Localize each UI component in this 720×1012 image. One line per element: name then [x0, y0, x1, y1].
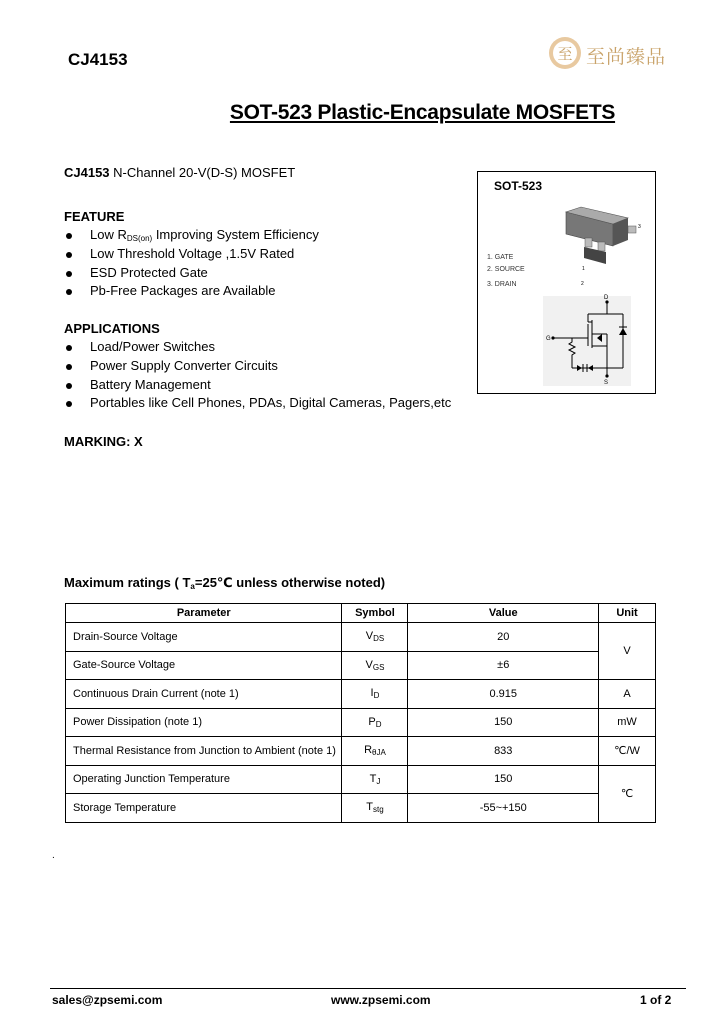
marking-code: MARKING: X: [64, 434, 143, 449]
subtitle-description: N-Channel 20-V(D-S) MOSFET: [113, 165, 296, 180]
package-diagram-box: [477, 171, 656, 394]
pin-num-1: 1: [582, 266, 585, 272]
list-item: Portables like Cell Phones, PDAs, Digital Cameras, Pagers,etc: [64, 394, 451, 413]
footer-page-number: 1 of 2: [640, 993, 672, 1007]
list-item: ESD Protected Gate: [64, 264, 319, 283]
unit-cell: ℃/W: [599, 737, 656, 766]
col-header-parameter: Parameter: [66, 604, 342, 623]
part-number: CJ4153: [68, 50, 128, 69]
table-row: Gate-Source Voltage $V_{GS}$ ±6: [66, 651, 656, 680]
logo-text: 至尚臻品: [586, 46, 667, 68]
unit-cell: mW: [599, 708, 656, 737]
company-logo: [548, 36, 688, 72]
max-ratings-title: Maximum ratings ( $T_a=25℃$ unless otherwise noted): [64, 575, 386, 591]
list-item: Load/Power Switches: [64, 338, 451, 357]
footer-divider: [50, 988, 686, 989]
max-ratings-table: [65, 603, 656, 823]
pin-label-2: 2. SOURCE: [487, 266, 525, 273]
footer-website[interactable]: www.zpsemi.com: [331, 993, 431, 1007]
logo-mark-icon: [548, 36, 582, 70]
stray-mark: .: [52, 850, 55, 861]
page-title: SOT-523 Plastic-Encapsulate MOSFETS: [229, 101, 616, 124]
unit-cell: ℃: [599, 765, 656, 822]
col-header-value: Value: [408, 604, 599, 623]
feature-list: [64, 226, 319, 301]
applications-list: [64, 338, 451, 413]
terminal-g: G: [546, 336, 551, 342]
table-row: Power Dissipation (note 1) $P_D$ 150 mW: [66, 708, 656, 737]
pin-label-1: 1. GATE: [487, 254, 514, 261]
table-row: Storage Temperature $T_{stg}$ -55~+150: [66, 794, 656, 823]
subtitle-part: CJ4153: [64, 165, 110, 180]
footer-email[interactable]: sales@zpsemi.com: [52, 993, 163, 1007]
unit-cell: V: [599, 623, 656, 680]
terminal-d: D: [604, 295, 609, 301]
col-header-unit: Unit: [599, 604, 656, 623]
unit-cell: A: [599, 680, 656, 709]
applications-heading: APPLICATIONS: [64, 321, 160, 336]
table-row: Drain-Source Voltage $V_{DS}$ 20 V: [66, 623, 656, 652]
terminal-s: S: [604, 380, 609, 386]
device-subtitle: [64, 165, 295, 180]
list-item: Low Threshold Voltage ,1.5V Rated: [64, 245, 319, 264]
pin-label-3: 3. DRAIN: [487, 281, 517, 288]
pin-num-2: 2: [581, 281, 584, 287]
feature-heading: FEATURE: [64, 209, 125, 224]
list-item: Pb-Free Packages are Available: [64, 282, 319, 301]
list-item: Battery Management: [64, 376, 451, 395]
package-label: SOT-523: [494, 179, 543, 193]
package-diagram: [478, 172, 657, 395]
svg-text:至: 至: [557, 45, 573, 63]
table-row: Continuous Drain Current (note 1) $I_D$ 0.915 A: [66, 680, 656, 709]
table-row: Operating Junction Temperature $T_J$ 150 ℃: [66, 765, 656, 794]
table-header-row: [66, 604, 656, 623]
list-item: Low $R_{DS(on)}$ Improving System Efficiency: [64, 226, 319, 245]
table-row: Thermal Resistance from Junction to Ambient (note 1) $R_{\theta JA}$ 833 ℃/W: [66, 737, 656, 766]
list-item: Power Supply Converter Circuits: [64, 357, 451, 376]
col-header-symbol: Symbol: [342, 604, 408, 623]
sot523-body-icon: [566, 207, 636, 264]
pin-num-3: 3: [638, 224, 641, 230]
